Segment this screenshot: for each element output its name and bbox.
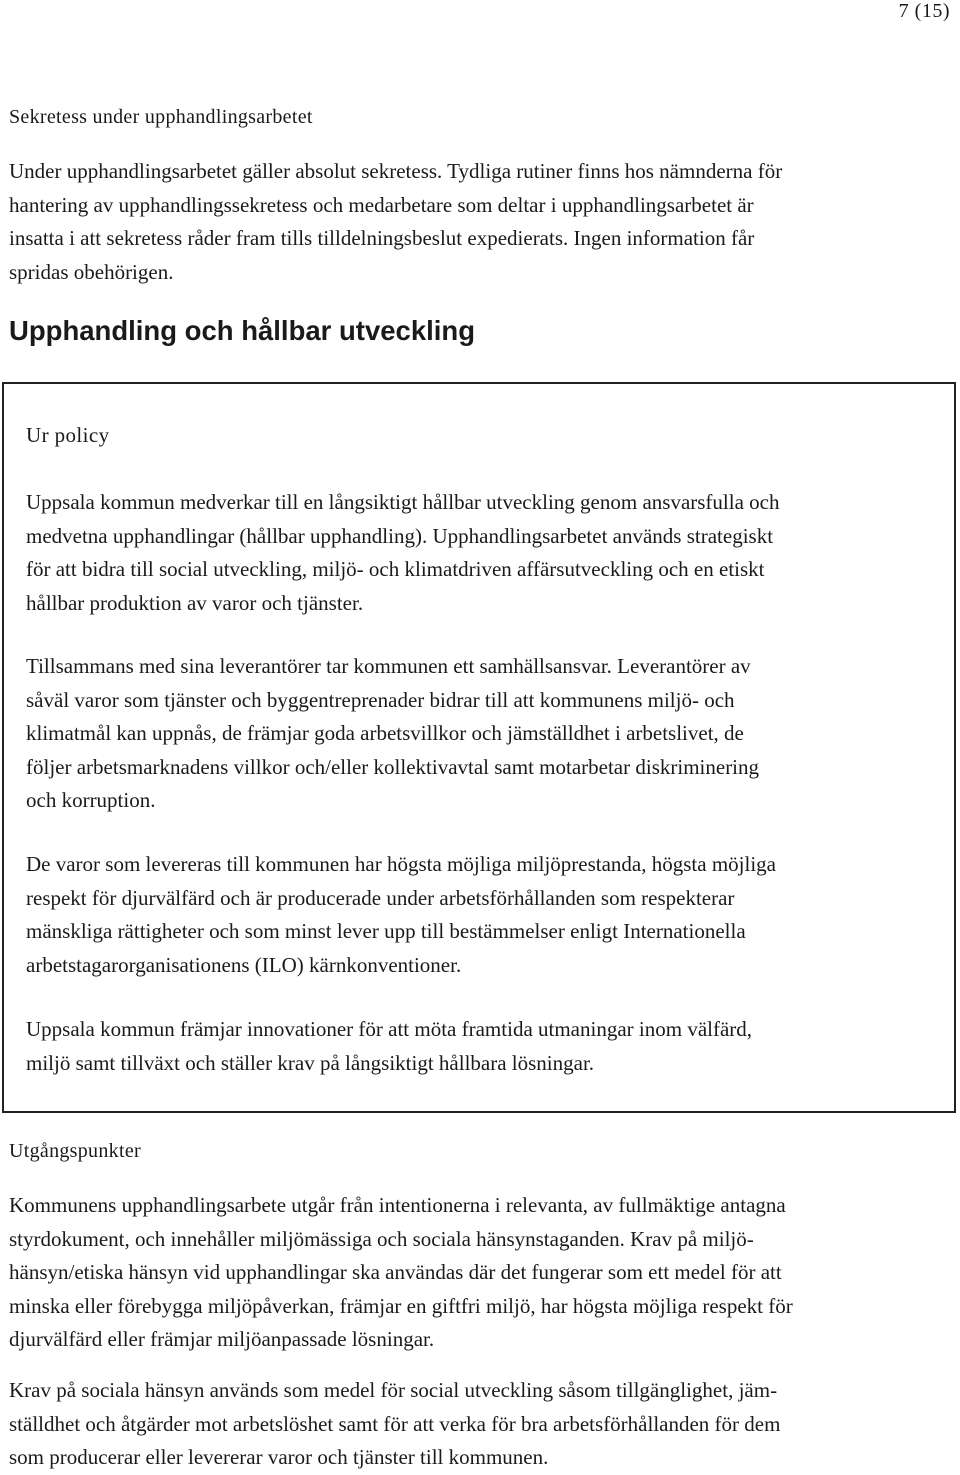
text-line: som producerar eller levererar varor och tjänster till kommunen.: [9, 1445, 549, 1469]
text-line: Uppsala kommun medverkar till en långsiktigt hållbar utveckling genom ansvarsfulla och: [26, 490, 780, 514]
text-line: hantering av upphandlingssekretess och medarbetare som deltar i upphandlingsarbetet är: [9, 192, 754, 217]
text-line: mänskliga rättigheter och som minst lever upp till bestämmelser enligt Internationella: [26, 919, 746, 943]
section-title-secrecy: Sekretess under upphandlingsarbetet: [9, 106, 313, 128]
policy-paragraph: [26, 486, 936, 620]
policy-box-label: Ur policy: [26, 423, 110, 447]
paragraph-social-considerations: [9, 1374, 944, 1475]
policy-paragraph: [26, 650, 936, 818]
text-line: djurvälfärd eller främjar miljöanpassade lösningar.: [9, 1327, 435, 1351]
text-line: medvetna upphandlingar (hållbar upphandling). Upphandlingsarbetet används strategiskt: [26, 523, 774, 548]
paragraph-starting-points: [9, 1189, 944, 1357]
heading-sustainability: Upphandling och hållbar utveckling: [9, 315, 476, 346]
text-line: ställdhet och åtgärder mot arbetslöshet samt för att verka för bra arbetsförhållanden för dem: [9, 1411, 781, 1436]
text-line: Under upphandlingsarbetet gäller absolut sekretess. Tydliga rutiner finns hos nämnderna för: [9, 159, 783, 183]
text-line: hållbar produktion av varor och tjänster.: [26, 590, 364, 615]
text-line: Uppsala kommun främjar innovationer för att möta framtida utmaningar inom välfärd,: [26, 1017, 753, 1041]
text-line: hänsyn/etiska hänsyn vid upphandlingar ska användas där det fungerar som ett medel för att: [9, 1260, 782, 1284]
page-number: 7 (15): [898, 0, 950, 22]
policy-paragraph: [26, 848, 936, 982]
text-line: och korruption.: [26, 788, 156, 812]
text-line: respekt för djurvälfärd och är producerade under arbetsförhållanden som respekterar: [26, 885, 735, 910]
text-line: Tillsammans med sina leverantörer tar kommunen ett samhällsansvar. Leverantörer av: [26, 654, 751, 678]
text-line: såväl varor som tjänster och byggentreprenader bidrar till att kommunens miljö- och: [26, 687, 735, 712]
text-line: klimatmål kan uppnås, de främjar goda arbetsvillkor och jämställdhet i arbetslivet, de: [26, 721, 744, 745]
text-line: för att bidra till social utveckling, miljö- och klimatdriven affärsutveckling och en etiskt: [26, 557, 765, 581]
section-title-starting-points: Utgångspunkter: [9, 1140, 141, 1162]
text-line: insatta i att sekretess råder fram tills tilldelningsbeslut expedierats. Ingen information får: [9, 226, 755, 250]
text-line: minska eller förebygga miljöpåverkan, främjar en giftfri miljö, har högsta möjliga respekt för: [9, 1293, 793, 1318]
policy-quote-box: [2, 382, 956, 1113]
text-line: spridas obehörigen.: [9, 259, 174, 284]
text-line: följer arbetsmarknadens villkor och/eller kollektivavtal samt motarbetar diskriminering: [26, 754, 760, 779]
text-line: arbetstagarorganisationens (ILO) kärnkonventioner.: [26, 952, 462, 977]
text-line: styrdokument, och innehåller miljömässiga och sociala hänsynstaganden. Krav på miljö-: [9, 1226, 754, 1251]
policy-paragraph: [26, 1013, 936, 1080]
paragraph-secrecy: [9, 155, 944, 289]
text-line: De varor som levereras till kommunen har högsta möjliga miljöprestanda, högsta möjliga: [26, 852, 776, 876]
text-line: Kommunens upphandlingsarbete utgår från intentionerna i relevanta, av fullmäktige antagna: [9, 1193, 786, 1217]
text-line: miljö samt tillväxt och ställer krav på långsiktigt hållbara lösningar.: [26, 1050, 595, 1075]
text-line: Krav på sociala hänsyn används som medel för social utveckling såsom tillgänglighet, jäm-: [9, 1378, 778, 1402]
